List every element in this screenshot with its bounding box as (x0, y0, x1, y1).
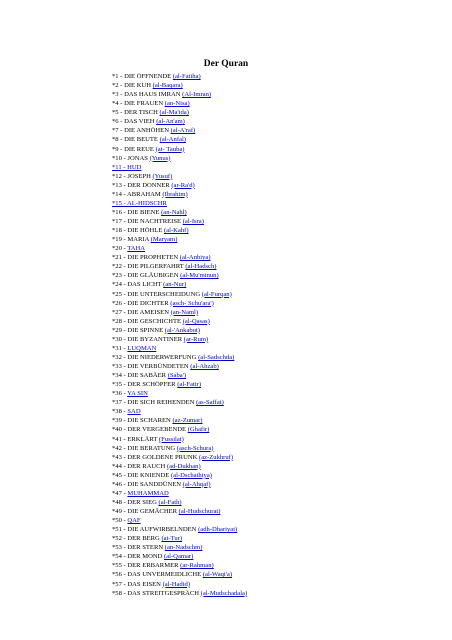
surah-label: *46 - DIE SANDDÜNEN (112, 480, 183, 488)
surah-list-item (112, 543, 247, 552)
surah-list-item (112, 444, 247, 453)
surah-label: *19 - MARIA (112, 236, 151, 244)
surah-list-item (112, 135, 247, 144)
surah-link[interactable]: (ar-Rum) (183, 335, 209, 343)
surah-link[interactable]: *11 - HUD (112, 163, 142, 171)
surah-list-item (112, 253, 247, 262)
surah-label: *43 - DER GOLDENE PRUNK (112, 453, 199, 461)
surah-label: *31 - (112, 344, 128, 352)
surah-link[interactable]: (Al-Imran) (182, 91, 212, 99)
surah-list-item (112, 561, 247, 570)
surah-list-item (112, 317, 247, 326)
surah-label: *58 - DAS STREITGESPRÄCH (112, 589, 201, 597)
surah-link[interactable]: (Yunus) (149, 154, 171, 162)
surah-link[interactable]: TAHA (127, 245, 146, 253)
surah-link[interactable]: (al-Mu'minun) (180, 272, 219, 280)
surah-list-item (112, 280, 247, 289)
surah-label: *50 - (112, 517, 128, 525)
surah-label: *27 - DIE AMEISEN (112, 308, 171, 316)
surah-list-item (112, 290, 247, 299)
surah-label: *4 - DIE FRAUEN (112, 100, 165, 108)
surah-list-item (112, 308, 247, 317)
surah-list-item (112, 516, 247, 525)
surah-link[interactable]: YA SIN (127, 390, 148, 398)
surah-list-item (112, 589, 247, 598)
surah-label: *8 - DIE BEUTE (112, 136, 160, 144)
surah-link[interactable]: (al-Anbiya) (179, 254, 211, 262)
surah-link[interactable]: (Saba') (167, 372, 187, 380)
surah-list-item (112, 235, 247, 244)
surah-link[interactable]: (an-Naml) (170, 308, 199, 316)
surah-list-item (112, 199, 247, 208)
surah-link[interactable]: (Ghafir) (187, 426, 210, 434)
surah-list-item (112, 208, 247, 217)
surah-link[interactable]: (al-Hadsch) (185, 263, 217, 271)
surah-label: *9 - DIE REUE (112, 145, 156, 153)
surah-label: *37 - DIE SICH REIHENDEN (112, 399, 197, 407)
surah-index-list (112, 72, 247, 598)
surah-list-item (112, 244, 247, 253)
surah-label: *2 - DIE KUH (112, 82, 153, 90)
surah-label: *25 - DIE UNTERSCHEIDUNG (112, 290, 202, 298)
surah-link[interactable]: (az-Zumar) (172, 417, 203, 425)
surah-list-item (112, 507, 247, 516)
surah-link[interactable]: (al-Isra) (182, 218, 204, 225)
surah-label: *22 - DIE PILGERFAHRT (112, 263, 186, 271)
surah-label: *3 - DAS HAUS IMRAN (112, 91, 183, 99)
surah-list-item (112, 326, 247, 335)
surah-list-item (112, 81, 247, 90)
surah-label: *52 - DER BERG (112, 535, 162, 543)
surah-label: *56 - DAS UNVERMEIDLICHE (112, 571, 203, 579)
surah-label: *29 - DIE SPINNE (112, 326, 165, 334)
surah-label: *47 - (112, 489, 128, 497)
surah-list-item (112, 552, 247, 561)
surah-link[interactable]: (Maryam) (150, 236, 178, 244)
surah-list-item (112, 462, 247, 471)
surah-link[interactable]: (an-Nahl) (161, 208, 187, 216)
surah-label: *14 - ABRAHAM (112, 190, 163, 198)
surah-list-item (112, 435, 247, 444)
surah-label: *53 - DER STERN (112, 544, 165, 552)
surah-list-item (112, 570, 247, 579)
surah-list-item (112, 145, 247, 154)
surah-list-item (112, 172, 247, 181)
surah-list-item (112, 108, 247, 117)
surah-link[interactable]: (al-Fatir) (177, 381, 202, 389)
surah-label: *55 - DER ERBARMER (112, 562, 181, 570)
surah-label: *34 - DIE SABÄER (112, 372, 168, 380)
surah-link[interactable]: (at- Tauba) (155, 145, 185, 153)
surah-label: *18 - DIE HÖHLE (112, 227, 165, 235)
surah-list-item (112, 580, 247, 589)
surah-link[interactable]: (al-Qasas) (182, 317, 210, 325)
surah-label: *49 - DIE GEMÄCHER (112, 508, 179, 515)
surah-list-item (112, 398, 247, 407)
surah-label: *12 - JOSEPH (112, 172, 153, 180)
surah-link[interactable]: (al-Fath) (158, 498, 182, 506)
surah-list-item (112, 498, 247, 507)
surah-link[interactable]: (al-Ma'ida) (159, 109, 189, 117)
surah-link[interactable]: (ad-Dukhan) (166, 462, 201, 470)
surah-link[interactable]: LUQMAN (127, 344, 157, 352)
surah-link[interactable]: (al-Kahf) (164, 227, 189, 235)
surah-label: *13 - DER DONNER (112, 181, 172, 189)
surah-label: *21 - DIE PROPHETEN (112, 254, 180, 262)
surah-list-item (112, 407, 247, 416)
surah-label: *24 - DAS LICHT (112, 281, 164, 289)
surah-link[interactable]: (al-Furqan) (201, 290, 232, 298)
surah-link[interactable]: (asch- Schu'ara') (170, 299, 214, 307)
surah-list-item (112, 380, 247, 389)
surah-link[interactable]: (Yusuf) (152, 172, 173, 180)
surah-list-item (112, 226, 247, 235)
surah-list-item (112, 217, 247, 226)
surah-link[interactable]: (al-Fatiha) (172, 73, 201, 80)
surah-label: *26 - DIE DICHTER (112, 299, 171, 307)
surah-list-item (112, 181, 247, 190)
surah-link[interactable]: (al-Ahzab) (190, 363, 219, 370)
surah-list-item (112, 90, 247, 99)
surah-list-item (112, 126, 247, 135)
surah-link[interactable]: (az-Zukhruf) (199, 453, 234, 461)
surah-link[interactable]: QAF (127, 517, 141, 525)
surah-label: *5 - DER TISCH (112, 109, 160, 117)
surah-label: *7 - DIE ANHÖHEN (112, 127, 171, 135)
surah-link[interactable]: (ar-Rahman) (180, 562, 214, 570)
surah-link[interactable]: (al-Ahqaf) (182, 480, 211, 488)
surah-label: *20 - (112, 245, 128, 253)
surah-link[interactable]: (an-Nisa) (164, 100, 190, 108)
surah-list-item (112, 353, 247, 362)
surah-link[interactable]: (an-Nur) (163, 281, 187, 289)
surah-link[interactable]: (al-Waqi'a) (202, 571, 233, 579)
surah-label: *6 - DAS VIEH (112, 118, 157, 126)
surah-label: *42 - DIE BERATUNG (112, 444, 177, 452)
surah-label: *39 - DIE SCHAREN (112, 417, 173, 425)
surah-link[interactable]: (al-A'raf) (170, 127, 196, 135)
surah-list-item (112, 534, 247, 543)
surah-link[interactable]: (al-An'am) (156, 118, 185, 126)
surah-link[interactable]: (at-Tur) (161, 535, 183, 543)
surah-label: *48 - DER SIEG (112, 498, 159, 506)
surah-link[interactable]: (al-Mudschadala) (200, 589, 248, 597)
surah-label: *1 - DIE ÖFFNENDE (112, 73, 173, 80)
surah-link[interactable]: *15 - AL-HIDSCHR (112, 199, 167, 207)
surah-link[interactable]: (as-Saffat) (196, 399, 224, 407)
surah-label: *54 - DER MOND (112, 553, 165, 561)
surah-list-item (112, 72, 247, 81)
surah-link[interactable]: (al-Baqara) (152, 82, 183, 90)
surah-link[interactable]: (al-Anfal) (159, 136, 186, 144)
page-title: Der Quran (203, 59, 249, 70)
surah-link[interactable]: (adh-Dhariyat) (198, 526, 238, 534)
surah-link[interactable]: (al-'Ankabut) (164, 326, 200, 334)
surah-list-item (112, 416, 247, 425)
surah-label: *33 - DIE VERBÜNDETEN (112, 363, 191, 370)
surah-list-item (112, 344, 247, 353)
surah-list-item (112, 480, 247, 489)
surah-label: *30 - DIE BYZANTINER (112, 335, 184, 343)
surah-list-item (112, 117, 247, 126)
surah-label: *40 - DER VERGEBENDE (112, 426, 188, 434)
surah-label: *45 - DIE KNIENDE (112, 471, 171, 479)
surah-link[interactable]: MUHAMMAD (127, 489, 169, 497)
surah-list-item (112, 371, 247, 380)
surah-link[interactable]: (al-Hudschurat) (178, 508, 221, 515)
surah-list-item (112, 389, 247, 398)
surah-list-item (112, 489, 247, 498)
surah-link[interactable]: (Fussilat) (158, 435, 184, 443)
surah-list-item (112, 163, 247, 172)
surah-label: *23 - DIE GLÄUBIGEN (112, 272, 181, 280)
surah-link[interactable]: (ar-Ra'd) (171, 181, 195, 189)
surah-list-item (112, 299, 247, 308)
surah-label: *28 - DIE GESCHICHTE (112, 317, 183, 325)
surah-link[interactable]: (al-Hadid) (162, 580, 191, 588)
surah-link[interactable]: (al-Dschathiya) (170, 471, 212, 479)
surah-list-item (112, 99, 247, 108)
surah-label: *17 - DIE NACHTREISE (112, 218, 183, 225)
surah-label: *41 - ERKLÄRT (112, 435, 159, 443)
surah-label: *38 - (112, 408, 128, 416)
surah-list-item (112, 335, 247, 344)
surah-link[interactable]: (Ibrahim) (162, 190, 188, 198)
surah-label: *10 - JONAS (112, 154, 150, 162)
surah-link[interactable]: (al-Sadschda) (198, 353, 235, 361)
surah-link[interactable]: (an-Nadschm) (164, 544, 203, 552)
surah-list-item (112, 453, 247, 462)
surah-link[interactable]: (al-Qamar) (164, 553, 194, 561)
surah-list-item (112, 471, 247, 480)
surah-list-item (112, 362, 247, 371)
surah-label: *36 - (112, 390, 128, 398)
surah-label: *32 - DIE NIEDERWERFUNG (112, 353, 199, 361)
surah-list-item (112, 425, 247, 434)
surah-label: *16 - DIE BIENE (112, 208, 162, 216)
surah-list-item (112, 525, 247, 534)
surah-list-item (112, 190, 247, 199)
surah-label: *57 - DAS EISEN (112, 580, 163, 588)
surah-list-item (112, 154, 247, 163)
surah-list-item (112, 262, 247, 271)
surah-link[interactable]: (asch-Schura) (176, 444, 214, 452)
surah-link[interactable]: SAD (127, 408, 141, 416)
surah-label: *35 - DER SCHÖPFER (112, 381, 178, 389)
surah-label: *44 - DER RAUCH (112, 462, 167, 470)
surah-label: *51 - DIE AUFWIRBELNDEN (112, 526, 199, 534)
surah-list-item (112, 271, 247, 280)
